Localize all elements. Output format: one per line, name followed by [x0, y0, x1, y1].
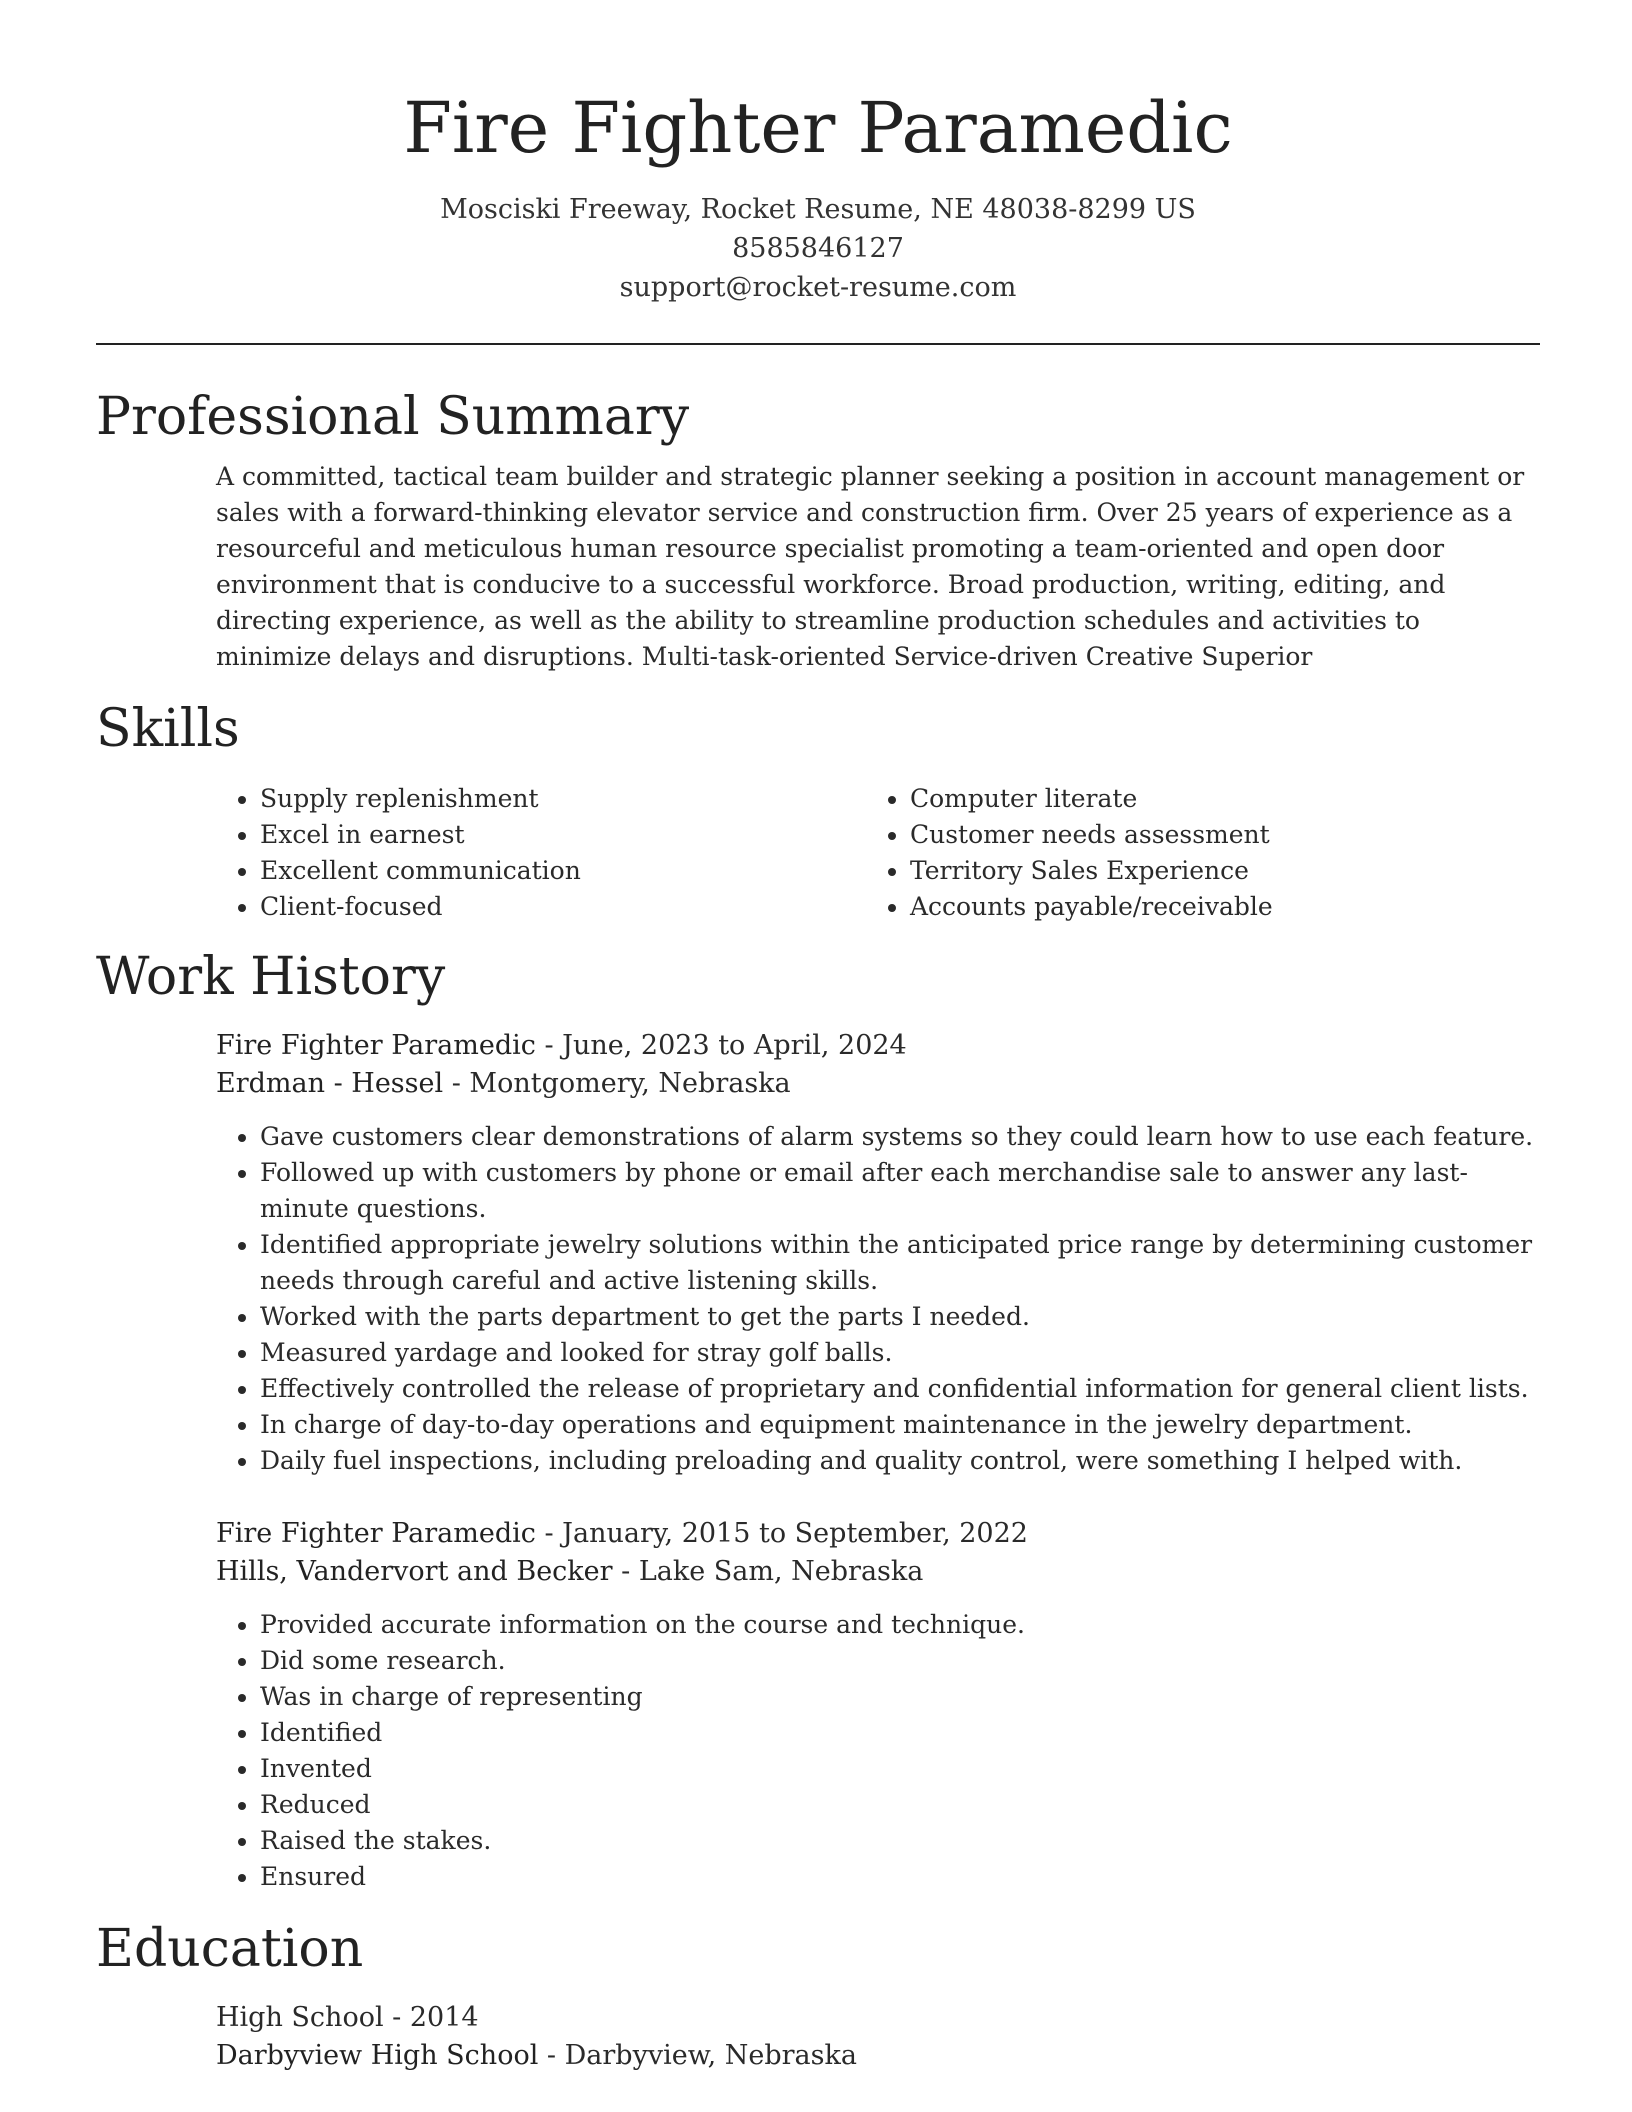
job-company: Hills, Vandervort and Becker: [216, 1556, 613, 1587]
job-position: Fire Fighter Paramedic: [216, 1518, 536, 1549]
job-entry: [216, 1027, 1540, 1479]
skills-heading: Skills: [96, 699, 240, 759]
summary-heading: Professional Summary: [96, 387, 690, 447]
resume-header: [96, 0, 1540, 307]
job-bullet: • Worked with the parts department to get the parts I needed.: [260, 1299, 1540, 1335]
skill-item: • Supply replenishment: [260, 781, 866, 817]
education-section: [96, 1917, 1540, 2075]
skill-item: • Accounts payable/receivable: [910, 889, 1510, 925]
job-bullet: • Invented: [260, 1751, 1540, 1787]
skill-item: • Computer literate: [910, 781, 1510, 817]
resume-page: [96, 0, 1540, 2075]
school-line: [216, 2037, 1540, 2075]
job-bullet: • Effectively controlled the release of proprietary and confidential information for general client lists.: [260, 1371, 1540, 1407]
job-bullet: • Ensured: [260, 1859, 1540, 1895]
job-position: Fire Fighter Paramedic: [216, 1030, 536, 1061]
education-entry: [216, 1999, 1540, 2075]
job-bullet: • Provided accurate information on the course and technique.: [260, 1607, 1540, 1643]
job-bullet: • Gave customers clear demonstrations of alarm systems so they could learn how to use each feature.: [260, 1119, 1540, 1155]
job-company-line: [216, 1553, 1540, 1591]
header-divider: [96, 343, 1540, 345]
skills-grid: [216, 781, 1540, 925]
skill-item: • Customer needs assessment: [910, 817, 1510, 853]
job-bullets: [216, 1119, 1540, 1479]
job-title-line: [216, 1027, 1540, 1065]
graduation-year: - 2014: [383, 2002, 479, 2033]
degree-line: [216, 1999, 1540, 2037]
school-location: - Darbyview, Nebraska: [538, 2040, 857, 2071]
job-title-line: [216, 1515, 1540, 1553]
job-bullet: • Identified appropriate jewelry solutions within the anticipated price range by determining customer needs through careful and active listening skills.: [260, 1227, 1540, 1299]
job-dates: - June, 2023 to April, 2024: [535, 1030, 907, 1061]
work-history-section: [96, 945, 1540, 1895]
job-bullet: • Identified: [260, 1715, 1540, 1751]
school-name: Darbyview High School: [216, 2040, 539, 2071]
job-bullet: • Was in charge of representing: [260, 1679, 1540, 1715]
contact-info: [96, 190, 1540, 307]
job-dates: - January, 2015 to September, 2022: [535, 1518, 1028, 1549]
skills-section: [96, 697, 1540, 925]
job-bullets: [216, 1607, 1540, 1895]
skill-item: • Client-focused: [260, 889, 866, 925]
address-text: Mosciski Freeway, Rocket Resume, NE 48038-8299 US: [440, 194, 1196, 225]
job-bullet: • Reduced: [260, 1787, 1540, 1823]
job-bullet: • Did some research.: [260, 1643, 1540, 1679]
skill-item: • Territory Sales Experience: [910, 853, 1510, 889]
email-text: support@rocket-resume.com: [619, 272, 1017, 303]
skills-list-left: [216, 781, 866, 925]
work-history-heading: Work History: [96, 947, 446, 1007]
skill-item: • Excel in earnest: [260, 817, 866, 853]
job-bullet: • Followed up with customers by phone or email after each merchandise sale to answer any last-minute questions.: [260, 1155, 1540, 1227]
skill-item: • Excellent communication: [260, 853, 866, 889]
job-bullet: • Measured yardage and looked for stray golf balls.: [260, 1335, 1540, 1371]
degree: High School: [216, 2002, 384, 2033]
candidate-name: Fire Fighter Paramedic: [403, 87, 1233, 169]
summary-section: [96, 385, 1540, 675]
job-location: - Lake Sam, Nebraska: [612, 1556, 924, 1587]
job-location: - Montgomery, Nebraska: [443, 1068, 791, 1099]
summary-text: A committed, tactical team builder and strategic planner seeking a position in account management or sales with a forward-thinking elevator service and construction firm. Over 25 years of experience as a resourceful and meticulous human resource specialist promoting a team-oriented and open door environment that is conducive to a successful workforce. Broad production, writing, editing, and directing experience, as well as the ability to streamline production schedules and activities to minimize delays and disruptions. Multi-task-oriented Service-driven Creative Superior: [216, 462, 1525, 671]
job-bullet: • In charge of day-to-day operations and equipment maintenance in the jewelry department.: [260, 1407, 1540, 1443]
education-heading: Education: [96, 1919, 364, 1979]
job-bullet: • Raised the stakes.: [260, 1823, 1540, 1859]
job-company: Erdman - Hessel: [216, 1068, 444, 1099]
job-entry: [216, 1515, 1540, 1895]
phone-text: 8585846127: [732, 233, 904, 264]
job-bullet: • Daily fuel inspections, including preloading and quality control, were something I helped with.: [260, 1443, 1540, 1479]
skills-list-right: [866, 781, 1510, 925]
job-company-line: [216, 1065, 1540, 1103]
